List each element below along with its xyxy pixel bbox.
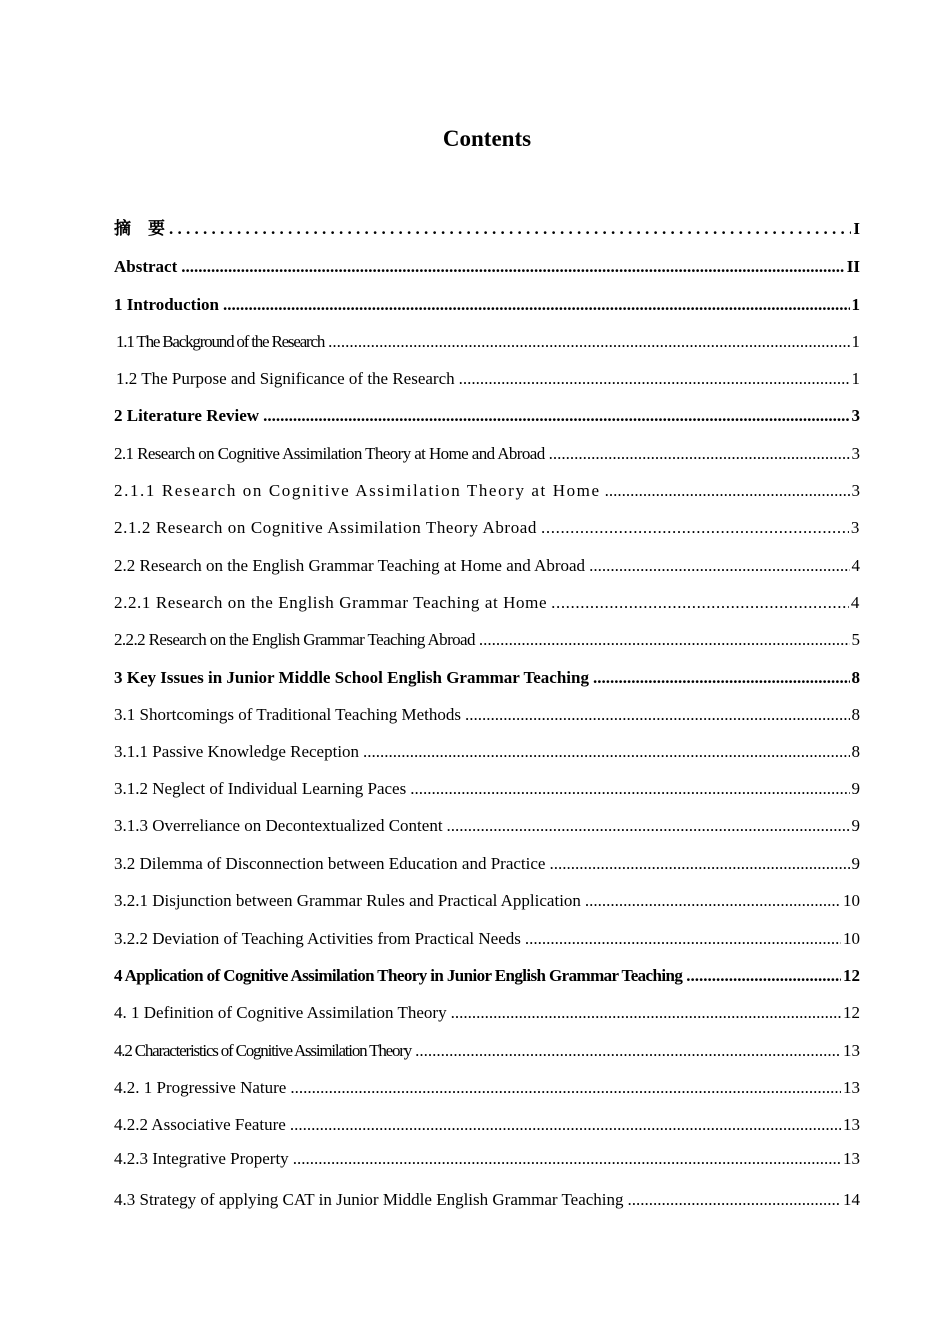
toc-entry[interactable] <box>114 368 860 390</box>
toc-entry-label: 4.2 Characteristics of Cognitive Assimilation Theory <box>114 1041 412 1060</box>
toc-entry[interactable] <box>114 890 860 912</box>
toc-entry-label: 1.2 The Purpose and Significance of the Research <box>116 369 455 388</box>
toc-entry[interactable] <box>114 928 860 950</box>
toc-entry[interactable] <box>114 592 860 614</box>
toc-entry[interactable] <box>114 1148 860 1170</box>
dot-leader <box>479 629 850 651</box>
toc-entry-page-number: 8 <box>851 742 860 761</box>
toc-entry-page-number: 1 <box>851 369 860 388</box>
toc-entry-label: 4.2.3 Integrative Property <box>114 1149 289 1168</box>
dot-leader <box>223 294 849 316</box>
toc-entry-page-number: 10 <box>843 929 860 948</box>
dot-leader <box>293 1148 841 1170</box>
toc-entry-page-number: 1 <box>851 295 860 314</box>
toc-entry-label: 4.3 Strategy of applying CAT in Junior Middle English Grammar Teaching <box>114 1190 624 1209</box>
toc-entry[interactable] <box>114 629 860 651</box>
toc-entry-page-number: 9 <box>851 854 860 873</box>
toc-entry-page-number: 8 <box>851 668 860 687</box>
toc-entry[interactable] <box>114 1002 860 1024</box>
toc-entry-page-number: 12 <box>843 1003 860 1022</box>
toc-entry-page-number: 10 <box>843 891 860 910</box>
toc-entry[interactable] <box>114 853 860 875</box>
toc-entry-label: 1.1 The Background of the Research <box>116 332 325 351</box>
dot-leader <box>551 592 849 614</box>
toc-entry-page-number: 14 <box>843 1190 860 1209</box>
page-title: Contents <box>442 126 532 151</box>
toc-entry-page-number: 13 <box>843 1041 860 1060</box>
toc-entry[interactable] <box>114 965 860 987</box>
toc-entry-page-number: 1 <box>851 332 860 351</box>
toc-entry[interactable] <box>114 667 860 689</box>
dot-leader <box>593 667 850 689</box>
toc-entry[interactable] <box>114 331 860 353</box>
toc-entry-label: 4 Application of Cognitive Assimilation Theory in Junior English Grammar Teaching <box>114 966 683 985</box>
toc-entry-label: 摘 要 <box>114 219 165 238</box>
toc-entry[interactable] <box>114 778 860 800</box>
dot-leader <box>465 704 850 726</box>
toc-entry[interactable] <box>114 218 860 240</box>
toc-entry-page-number: 12 <box>843 966 860 985</box>
toc-entry-page-number: 5 <box>851 630 860 649</box>
toc-entry[interactable] <box>114 704 860 726</box>
toc-entry-page-number: 3 <box>851 406 860 425</box>
toc-entry[interactable] <box>114 741 860 763</box>
toc-entry-page-number: 13 <box>843 1115 860 1134</box>
toc-entry-page-number: 9 <box>851 816 860 835</box>
toc-entry-label: 3.1.1 Passive Knowledge Reception <box>114 742 360 761</box>
dot-leader <box>605 480 850 502</box>
dot-leader <box>263 405 849 427</box>
dot-leader <box>628 1189 841 1211</box>
toc-entry-label: 2.2.2 Research on the English Grammar Teaching Abroad <box>114 630 475 649</box>
toc-entry[interactable] <box>114 1114 860 1136</box>
toc-entry-label: Abstract <box>114 257 178 276</box>
dot-leader <box>363 741 849 763</box>
dot-leader <box>410 778 849 800</box>
toc-entry[interactable] <box>114 443 860 465</box>
toc-entry-label: 4.2.2 Associative Feature <box>114 1115 286 1134</box>
toc-entry-label: 4.2. 1 Progressive Nature <box>114 1078 287 1097</box>
dot-leader <box>589 555 849 577</box>
toc-entry-label: 3.2.2 Deviation of Teaching Activities from Practical Needs <box>114 929 521 948</box>
toc-entry[interactable] <box>114 1077 860 1099</box>
toc-entry-label: 2.1 Research on Cognitive Assimilation Theory at Home and Abroad <box>114 444 545 463</box>
dot-leader <box>169 218 851 240</box>
toc-entry-page-number: 3 <box>851 444 860 463</box>
dot-leader <box>525 928 841 950</box>
toc-entry-page-number: II <box>846 257 860 276</box>
dot-leader <box>447 815 850 837</box>
dot-leader <box>290 1077 841 1099</box>
toc-entry[interactable] <box>114 815 860 837</box>
toc-entry-label: 2.1.2 Research on Cognitive Assimilation Theory Abroad <box>114 518 538 537</box>
toc-entry-label: 3.1.2 Neglect of Individual Learning Paces <box>114 779 407 798</box>
toc-entry[interactable] <box>114 555 860 577</box>
toc-entry[interactable] <box>114 294 860 316</box>
dot-leader <box>549 443 850 465</box>
toc-entry-label: 2.2.1 Research on the English Grammar Teaching at Home <box>114 593 548 612</box>
toc-entry-label: 3.2.1 Disjunction between Grammar Rules and Practical Application <box>114 891 581 910</box>
toc-entry[interactable] <box>114 480 860 502</box>
dot-leader <box>290 1114 841 1136</box>
toc-entry-label: 1 Introduction <box>114 295 220 314</box>
dot-leader <box>541 517 849 539</box>
toc-entry-label: 3.1.3 Overreliance on Decontextualized Content <box>114 816 443 835</box>
toc-entry[interactable] <box>114 1040 860 1062</box>
dot-leader <box>415 1040 841 1062</box>
toc-entry-label: 2.1.1 Research on Cognitive Assimilation Theory at Home <box>114 481 601 500</box>
toc-entry[interactable] <box>114 256 860 278</box>
dot-leader <box>451 1002 841 1024</box>
toc-entry-label: 2 Literature Review <box>114 406 260 425</box>
toc-entry-page-number: 3 <box>851 481 860 500</box>
toc-entry[interactable] <box>114 405 860 427</box>
toc-entry-label: 3.1 Shortcomings of Traditional Teaching Methods <box>114 705 461 724</box>
toc-entry-page-number: 13 <box>843 1149 860 1168</box>
toc-entry-page-number: I <box>853 219 860 238</box>
dot-leader <box>181 256 845 278</box>
toc-entry-page-number: 4 <box>850 593 860 612</box>
dot-leader <box>686 965 841 987</box>
dot-leader <box>328 331 849 353</box>
toc-entry-label: 3 Key Issues in Junior Middle School English Grammar Teaching <box>114 668 589 687</box>
toc-entry-page-number: 13 <box>843 1078 860 1097</box>
toc-entry-label: 4. 1 Definition of Cognitive Assimilation Theory <box>114 1003 447 1022</box>
toc-entry-label: 3.2 Dilemma of Disconnection between Education and Practice <box>114 854 546 873</box>
dot-leader <box>585 890 841 912</box>
toc-entry-page-number: 4 <box>851 556 860 575</box>
toc-entry-page-number: 3 <box>850 518 860 537</box>
dot-leader <box>459 368 850 390</box>
dot-leader <box>549 853 849 875</box>
toc-entry-page-number: 9 <box>851 779 860 798</box>
toc-entry[interactable] <box>114 517 860 539</box>
toc-entry-label: 2.2 Research on the English Grammar Teaching at Home and Abroad <box>114 556 586 575</box>
toc-entry[interactable] <box>114 1189 860 1211</box>
toc-entry-page-number: 8 <box>851 705 860 724</box>
